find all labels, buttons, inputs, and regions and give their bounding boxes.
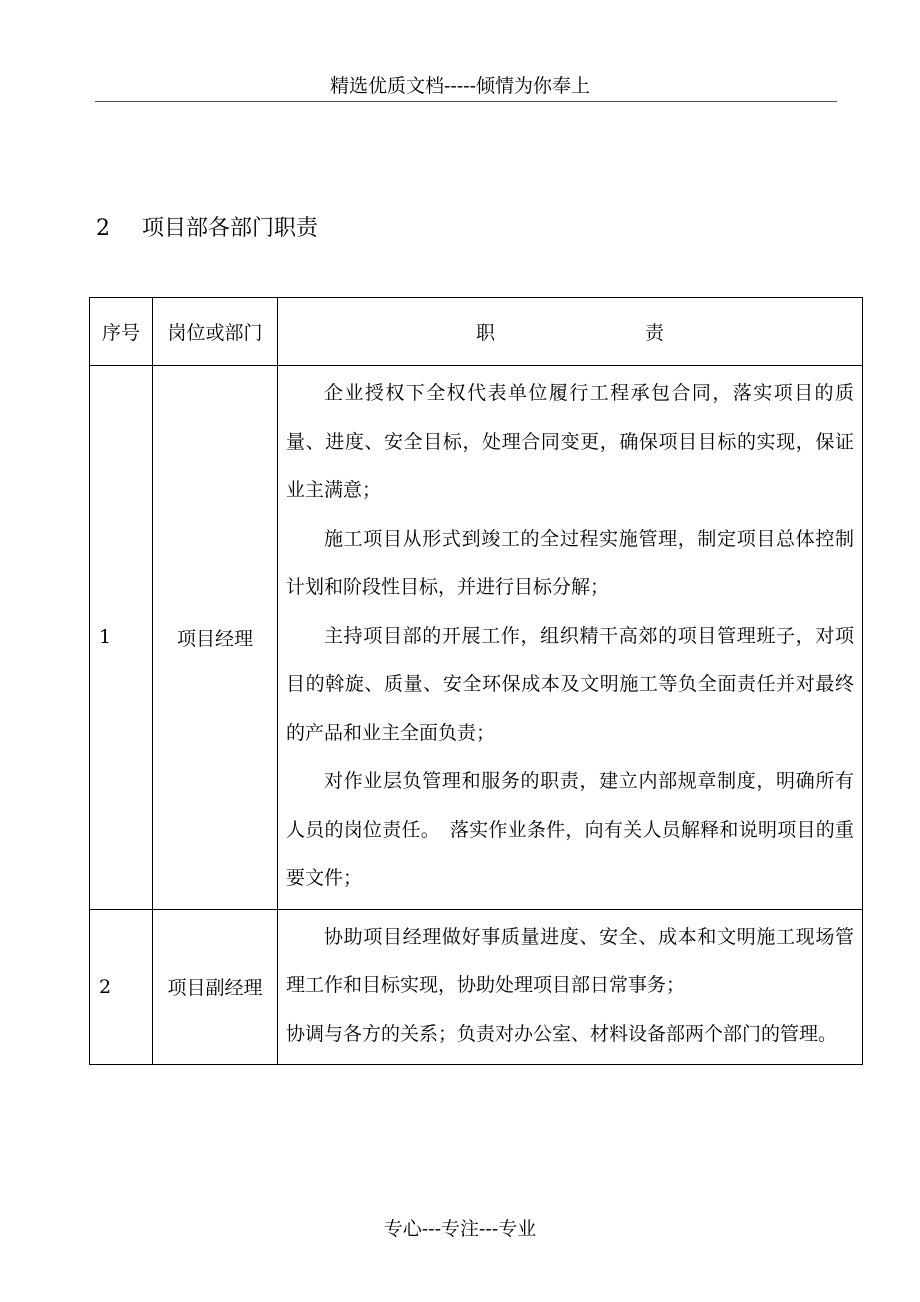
header-seq: 序号 (90, 298, 153, 366)
table-row (90, 909, 863, 1065)
row-seq: 1 (90, 366, 153, 910)
row-dept: 项目副经理 (153, 909, 278, 1065)
section-title: 项目部各部门职责 (142, 216, 319, 241)
duty-paragraph: 主持项目部的开展工作，组织精干高郊的项目管理班子，对项目的斡旋、质量、安全环保成本及文明施工等负全面责任并对最终的产品和业主全面负责； (286, 624, 854, 744)
header-duty-right: 责 (645, 322, 665, 344)
section-number: 2 (96, 216, 110, 241)
row-duties (278, 366, 863, 910)
page-header: 精选优质文档-----倾情为你奉上 (329, 75, 591, 97)
page-footer: 专心---专注---专业 (383, 1218, 537, 1240)
header-duty (278, 298, 863, 366)
duty-paragraph: 对作业层负管理和服务的职责，建立内部规章制度，明确所有人员的岗位责任。 落实作业条件，向有关人员解释和说明项目的重要文件； (286, 770, 854, 889)
header-divider (95, 101, 837, 102)
section-heading (96, 212, 318, 246)
duty-paragraph: 企业授权下全权代表单位履行工程承包合同，落实项目的质量、进度、安全目标，处理合同变更，确保项目目标的实现，保证业主满意； (286, 382, 854, 501)
duty-paragraph: 协助项目经理做好事质量进度、安全、成本和文明施工现场管理工作和目标实现，协助处理项目部日常事务； (286, 925, 854, 996)
header-dept: 岗位或部门 (153, 298, 278, 366)
table-row (90, 366, 863, 910)
table-header-row (90, 298, 863, 366)
row-dept: 项目经理 (153, 366, 278, 910)
duties-table (89, 297, 863, 1065)
duty-paragraph: 协调与各方的关系；负责对办公室、材料设备部两个部门的管理。 (286, 1022, 838, 1045)
row-seq: 2 (90, 909, 153, 1065)
duty-paragraph: 施工项目从形式到竣工的全过程实施管理，制定项目总体控制计划和阶段性目标，并进行目标分解； (286, 527, 854, 598)
header-duty-left: 职 (475, 322, 495, 344)
row-duties (278, 909, 863, 1065)
